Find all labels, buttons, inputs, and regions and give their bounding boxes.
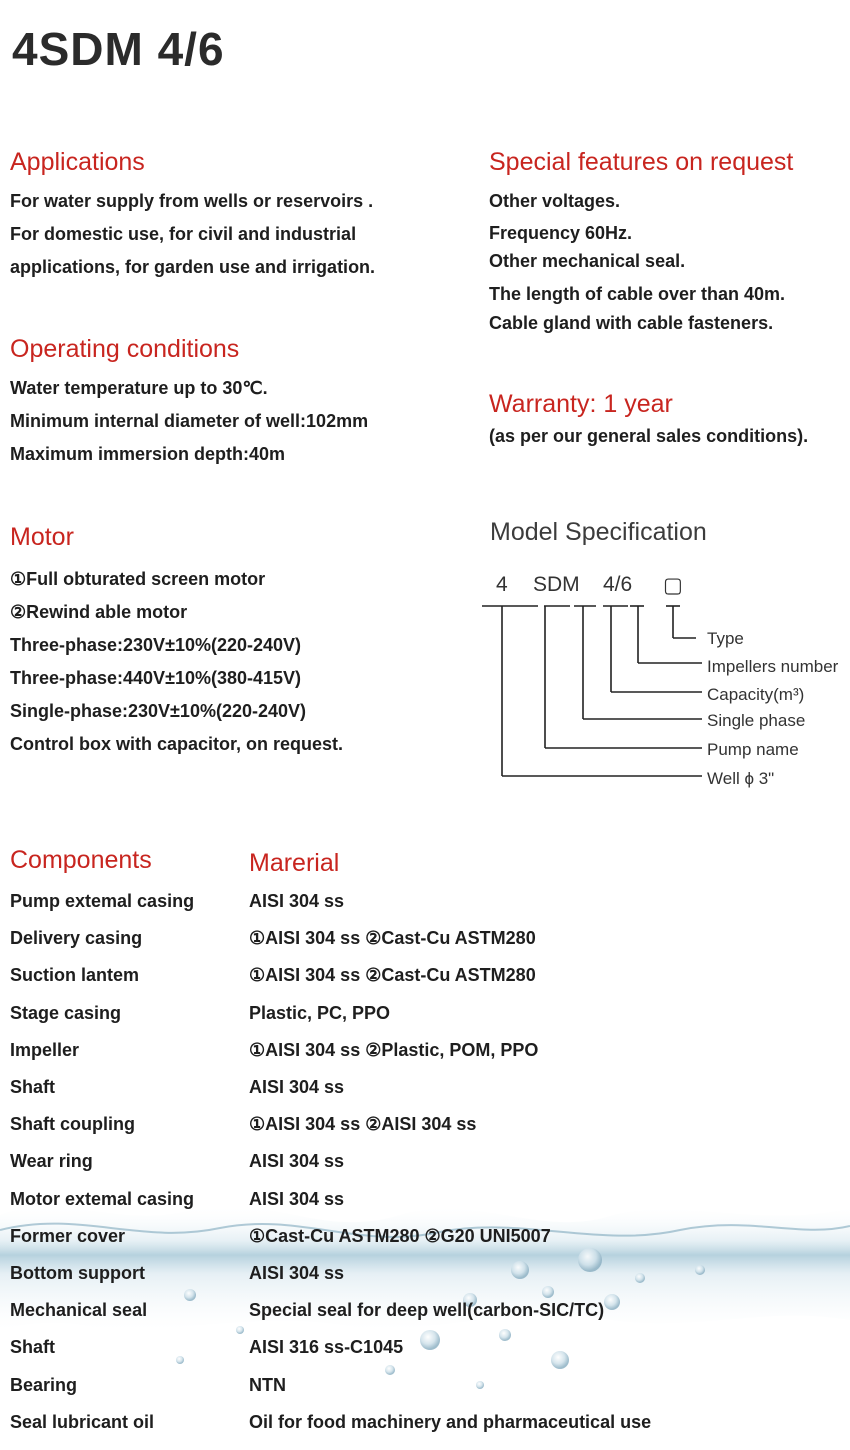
product-title: 4SDM 4/6 bbox=[12, 23, 225, 75]
model-spec-diagram bbox=[470, 600, 710, 785]
model-code-part: 4/6 bbox=[603, 573, 633, 596]
motor-line: Control box with capacitor, on request. bbox=[10, 734, 344, 754]
component-material: AISI 304 ss bbox=[249, 1151, 345, 1171]
component-material: AISI 304 ss bbox=[249, 891, 345, 911]
component-part: Mechanical seal bbox=[10, 1300, 148, 1320]
component-material: ①AISI 304 ss ②Cast-Cu ASTM280 bbox=[249, 965, 536, 985]
operating-condition-line: Maximum immersion depth:40m bbox=[10, 444, 286, 464]
model-code-part: 4 bbox=[496, 573, 508, 596]
model-spec-heading: Model Specification bbox=[490, 518, 707, 546]
component-material: AISI 304 ss bbox=[249, 1077, 345, 1097]
operating-condition-line: Water temperature up to 30℃. bbox=[10, 378, 268, 398]
component-part: Shaft bbox=[10, 1337, 55, 1357]
component-part: Motor extemal casing bbox=[10, 1189, 195, 1209]
component-part: Former cover bbox=[10, 1226, 126, 1246]
spec-label-well: Well ϕ 3" bbox=[707, 769, 775, 788]
components-heading: Components bbox=[10, 846, 152, 874]
component-material: ①AISI 304 ss ②Cast-Cu ASTM280 bbox=[249, 928, 536, 948]
component-part: Seal lubricant oil bbox=[10, 1412, 155, 1432]
model-code-part: SDM bbox=[533, 573, 580, 596]
applications-line: For water supply from wells or reservoirs . bbox=[10, 191, 374, 211]
component-material: Special seal for deep well(carbon-SIC/TC) bbox=[249, 1300, 605, 1320]
warranty-note: (as per our general sales conditions). bbox=[489, 426, 809, 446]
operating-condition-line: Minimum internal diameter of well:102mm bbox=[10, 411, 369, 431]
spec-label-pump-name: Pump name bbox=[707, 740, 799, 759]
component-part: Suction lantem bbox=[10, 965, 140, 985]
water-splash-image bbox=[0, 1120, 850, 1450]
component-part: Shaft bbox=[10, 1077, 55, 1097]
component-material: ①Cast-Cu ASTM280 ②G20 UNI5007 bbox=[249, 1226, 551, 1246]
component-material: AISI 304 ss bbox=[249, 1263, 345, 1283]
special-features-heading: Special features on request bbox=[489, 148, 794, 176]
motor-heading: Motor bbox=[10, 523, 74, 551]
applications-heading: Applications bbox=[10, 148, 145, 176]
component-part: Pump extemal casing bbox=[10, 891, 195, 911]
applications-line: For domestic use, for civil and industrial bbox=[10, 224, 357, 244]
component-part: Stage casing bbox=[10, 1003, 122, 1023]
model-code-part: ▢ bbox=[663, 574, 683, 597]
spec-label-capacity: Capacity(m³) bbox=[707, 685, 805, 704]
component-part: Shaft coupling bbox=[10, 1114, 135, 1134]
component-part: Bearing bbox=[10, 1375, 78, 1395]
component-part: Wear ring bbox=[10, 1151, 93, 1171]
material-heading: Marerial bbox=[249, 849, 340, 877]
component-material: Plastic, PC, PPO bbox=[249, 1003, 391, 1023]
spec-label-impellers: Impellers number bbox=[707, 657, 839, 676]
motor-line: Three-phase:230V±10%(220-240V) bbox=[10, 635, 302, 655]
motor-line: Three-phase:440V±10%(380-415V) bbox=[10, 668, 302, 688]
spec-label-single-phase: Single phase bbox=[707, 711, 806, 730]
special-feature-line: The length of cable over than 40m. bbox=[489, 284, 786, 304]
applications-line: applications, for garden use and irrigation. bbox=[10, 257, 376, 277]
operating-conditions-heading: Operating conditions bbox=[10, 335, 240, 363]
motor-line: ①Full obturated screen motor bbox=[10, 569, 266, 589]
component-part: Impeller bbox=[10, 1040, 80, 1060]
component-material: NTN bbox=[249, 1375, 286, 1395]
component-material: AISI 304 ss bbox=[249, 1189, 345, 1209]
component-material: Oil for food machinery and pharmaceutical use bbox=[249, 1412, 652, 1432]
component-part: Bottom support bbox=[10, 1263, 145, 1283]
component-material: ①AISI 304 ss ②AISI 304 ss bbox=[249, 1114, 477, 1134]
special-feature-line: Other voltages. bbox=[489, 191, 621, 211]
motor-line: Single-phase:230V±10%(220-240V) bbox=[10, 701, 307, 721]
component-part: Delivery casing bbox=[10, 928, 143, 948]
motor-line: ②Rewind able motor bbox=[10, 602, 188, 622]
special-feature-line: Cable gland with cable fasteners. bbox=[489, 313, 774, 333]
special-feature-line: Other mechanical seal. bbox=[489, 251, 686, 271]
special-feature-line: Frequency 60Hz. bbox=[489, 223, 633, 243]
warranty-heading: Warranty: 1 year bbox=[489, 390, 673, 418]
spec-label-type: Type bbox=[707, 629, 744, 648]
component-material: ①AISI 304 ss ②Plastic, POM, PPO bbox=[249, 1040, 539, 1060]
component-material: AISI 316 ss-C1045 bbox=[249, 1337, 404, 1357]
